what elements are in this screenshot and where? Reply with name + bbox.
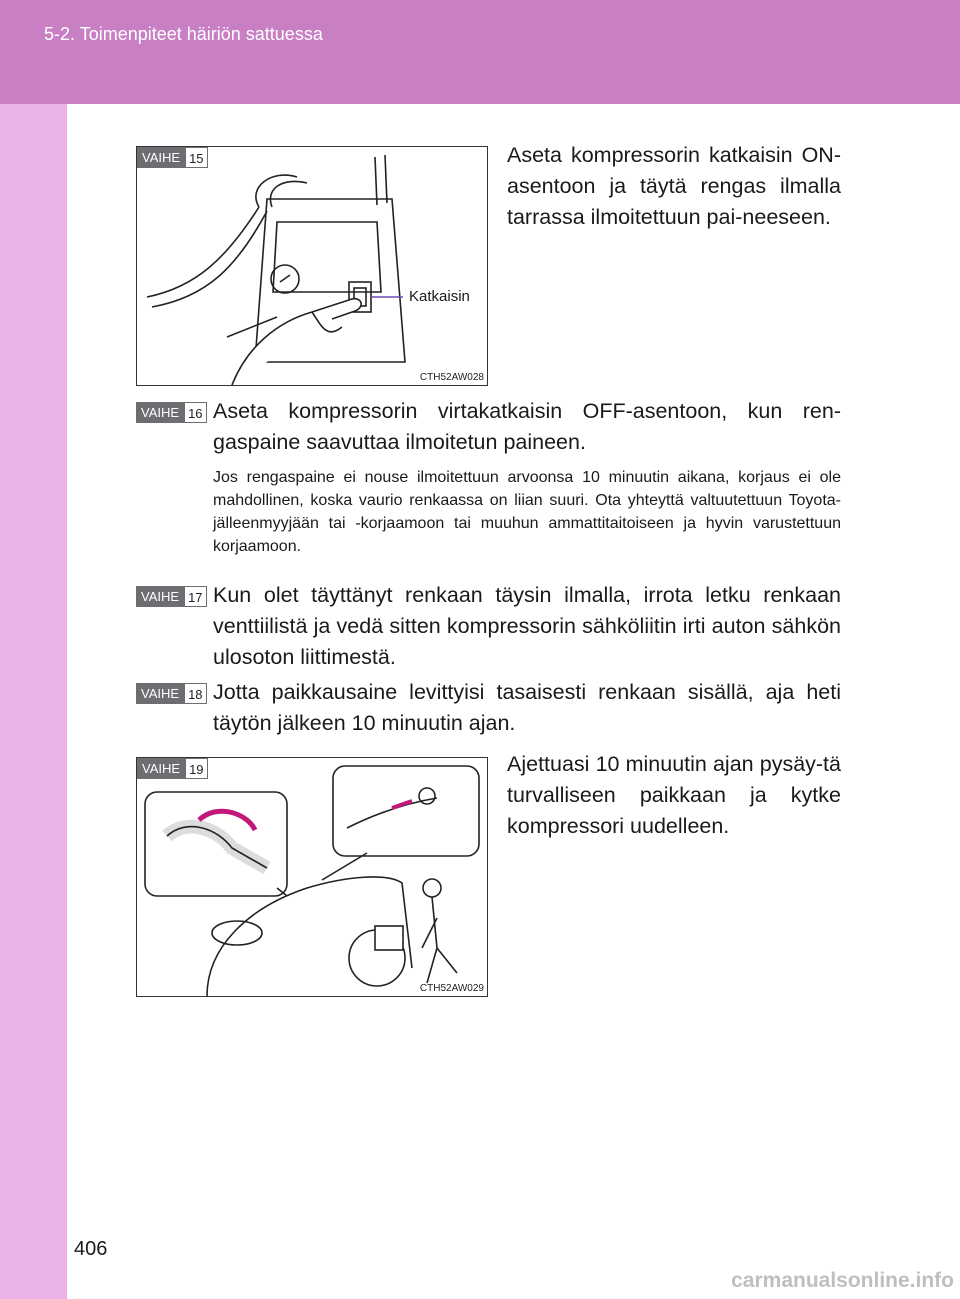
step-badge-16: VAIHE 16 — [136, 402, 207, 423]
page-number: 406 — [74, 1238, 108, 1260]
figure-compressor-switch — [136, 146, 488, 386]
step-17-text: Kun olet täyttänyt renkaan täysin ilmalla, irrota letku renkaan venttiilistä ja vedä sitten kompressorin sähköliitin irti auton sähkön ulosoton liittimestä. — [213, 583, 841, 669]
step-badge-17: VAIHE 17 — [136, 586, 207, 607]
compressor-illustration — [137, 147, 487, 385]
step-badge-19: VAIHE 19 — [137, 758, 208, 779]
step-19-text: Ajettuasi 10 minuutin ajan pysäy-tä turvalliseen paikkaan ja kytke kompressori uudelleen. — [507, 752, 841, 838]
step-18-text: Jotta paikkausaine levittyisi tasaisesti renkaan sisällä, aja heti täytön jälkeen 10 minuutin ajan. — [213, 680, 841, 735]
step-16-text: Aseta kompressorin virtakatkaisin OFF-asentoon, kun ren-gaspaine saavuttaa ilmoitetun paineen. — [213, 399, 841, 454]
switch-callout: Katkaisin — [409, 288, 470, 305]
figure-code: CTH52AW029 — [419, 983, 484, 994]
watermark: carmanualsonline.info — [731, 1269, 954, 1292]
side-strip — [0, 104, 67, 1299]
step-badge-18: VAIHE 18 — [136, 683, 207, 704]
step-badge-15: VAIHE 15 — [137, 147, 208, 168]
figure-code: CTH52AW028 — [419, 372, 484, 383]
page-header — [0, 0, 960, 104]
step-16-note: Jos rengaspaine ei nouse ilmoitettuun arvoonsa 10 minuutin aikana, korjaus ei ole mahdollinen, koska vaurio renkaassa on liian suuri. Ota yhteyttä valtuutettuun Toyota-jälleenmyyjään tai -korjaamoon tai muuhun ammattitaitoiseen ja hyvin varustettuun korjaamoon. — [213, 469, 841, 555]
figure-reconnect-compressor — [136, 757, 488, 997]
step-15-text: Aseta kompressorin katkaisin ON-asentoon ja täytä rengas ilmalla tarrassa ilmoitettuun pai-neeseen. — [507, 143, 841, 229]
section-title: 5-2. Toimenpiteet häiriön sattuessa — [44, 24, 323, 44]
reconnect-illustration — [137, 758, 487, 996]
